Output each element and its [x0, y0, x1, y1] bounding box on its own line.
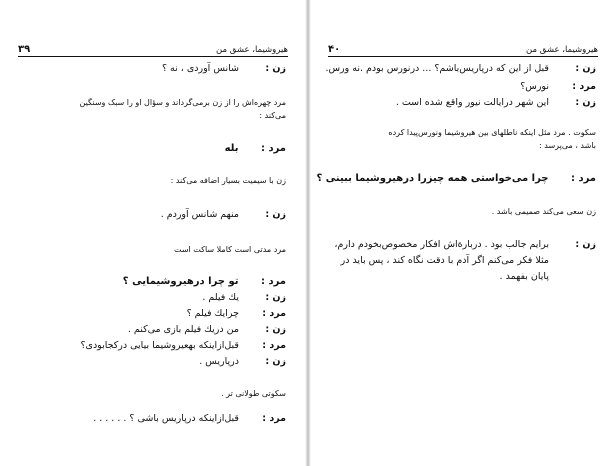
- left-line-5: [20, 175, 286, 186]
- right-line-10: [330, 270, 596, 283]
- right-page-number: ۴۰: [328, 44, 341, 55]
- dialogue-text: یك فیلم .: [202, 292, 239, 303]
- dialogue-text: برایم جالب بود . دربارةاش افکار مخصوص‌بخودم دارم،: [334, 239, 549, 250]
- stage-direction: سکوتی طولانی تر .: [221, 389, 286, 398]
- right-line-3: [330, 96, 596, 109]
- right-line-1: [325, 62, 596, 75]
- speaker-label: مرد :: [260, 276, 286, 287]
- left-line-1: [20, 62, 286, 75]
- dialogue-text: تو چرا درهیروشیمایی ؟: [122, 276, 239, 287]
- speaker-label: زن :: [575, 63, 596, 74]
- right-header-title: هیروشیما، عشق من: [526, 45, 598, 55]
- speaker-label: زن :: [575, 97, 596, 108]
- left-page-number: ۳۹: [18, 44, 31, 55]
- stage-direction: مرد مدتی است کاملا ساکت است: [173, 245, 286, 254]
- left-line-11: [20, 323, 286, 336]
- dialogue-text: پایان بفهمد .: [499, 271, 549, 282]
- dialogue-text: این شهر درایالت نیور واقع شده است .: [395, 97, 549, 108]
- left-line-4: [20, 142, 286, 155]
- right-line-4: [330, 127, 596, 138]
- left-line-12: [20, 339, 286, 352]
- left-header-title: هیروشیما، عشق من: [216, 45, 288, 55]
- right-line-8: [330, 238, 596, 251]
- dialogue-text: منهم شانس آوردم .: [160, 209, 239, 220]
- speaker-label: مرد :: [262, 340, 286, 351]
- right-line-6: [316, 172, 596, 185]
- dialogue-text: مثلا فکر می‌کنم اگر آدم با دقت نگاه کند ، پس باید در: [340, 255, 549, 266]
- dialogue-text: من دریك فیلم بازی می‌کنم .: [127, 324, 239, 335]
- left-line-10: [20, 307, 286, 320]
- left-line-2: [20, 97, 286, 108]
- left-line-3: [20, 110, 286, 121]
- speaker-label: زن :: [265, 209, 286, 220]
- right-page: [310, 0, 616, 466]
- dialogue-text: قبل از این که درپاریس‌باشم؟ ... درنورس بودم .نه ورس.: [325, 63, 549, 74]
- dialogue-text: درپاریس .: [199, 356, 239, 367]
- speaker-label: زن :: [265, 63, 286, 74]
- dialogue-text: قبل‌ازاینکه درپاریس باشی ؟ . . . . . .: [93, 413, 239, 424]
- speaker-label: مرد :: [262, 413, 286, 424]
- stage-direction: زن سعی می‌کند صمیمی باشد .: [491, 207, 596, 216]
- left-line-15: [20, 412, 286, 425]
- speaker-label: مرد :: [572, 81, 596, 92]
- speaker-label: مرد :: [260, 143, 286, 154]
- left-line-13: [20, 355, 286, 368]
- speaker-label: زن :: [265, 356, 286, 367]
- left-line-8: [20, 275, 286, 288]
- left-page: [0, 0, 306, 466]
- stage-direction: باشد ، می‌پرسد :: [539, 141, 596, 150]
- left-line-7: [20, 244, 286, 255]
- left-line-6: [20, 208, 286, 221]
- stage-direction: سکوت . مرد مثل اینکه ناطلهای بین هیروشیما ونورس‌پیدا کرده: [388, 128, 596, 137]
- dialogue-text: نورس؟: [520, 81, 549, 92]
- right-line-5: [330, 140, 596, 151]
- dialogue-text: چرایك فیلم ؟: [186, 308, 239, 319]
- dialogue-text: شانس آوردی ، نه ؟: [161, 63, 239, 74]
- dialogue-text: قبل‌ازاینکه بهعیروشیما بیایی درکجابودی؟: [80, 340, 239, 351]
- speaker-label: زن :: [265, 324, 286, 335]
- stage-direction: می‌کند :: [259, 111, 286, 120]
- right-line-2: [330, 80, 596, 93]
- stage-direction: مرد چهره‌اش را از زن برمی‌گرداند و سؤال او را سبک وسنگین: [79, 98, 286, 107]
- left-line-14: [20, 388, 286, 399]
- right-running-header: [328, 44, 598, 57]
- speaker-label: زن :: [575, 239, 596, 250]
- left-line-9: [20, 291, 286, 304]
- stage-direction: زن با سیمیت بسیار اضافه می‌کند :: [170, 176, 286, 185]
- speaker-label: مرد :: [570, 173, 596, 184]
- dialogue-text: بله: [224, 143, 239, 154]
- right-line-7: [330, 206, 596, 217]
- dialogue-text: چرا می‌خواستی همه چیزرا درهیروشیما ببینی ؟: [316, 173, 549, 184]
- left-running-header: [18, 44, 288, 57]
- speaker-label: مرد :: [262, 308, 286, 319]
- right-line-9: [330, 254, 596, 267]
- speaker-label: زن :: [265, 292, 286, 303]
